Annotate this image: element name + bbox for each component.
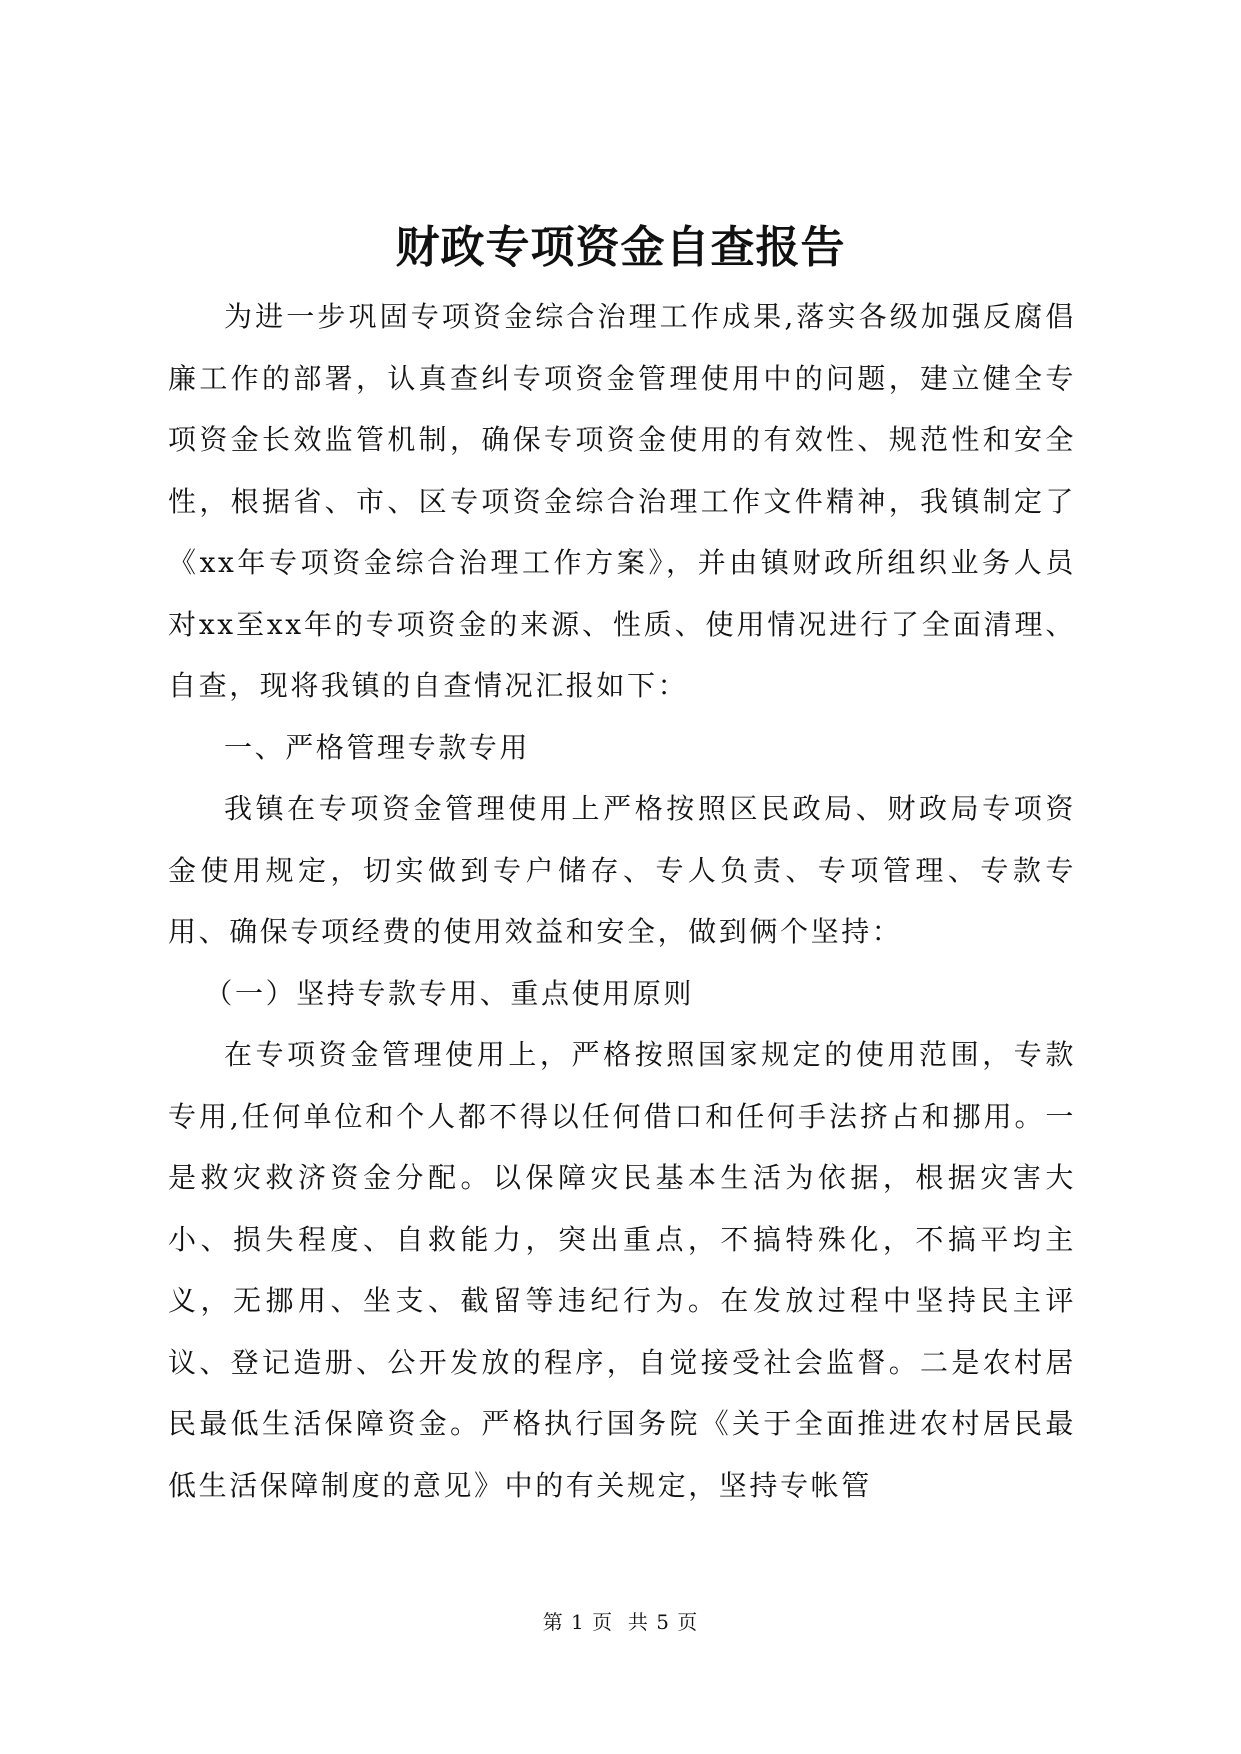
- paragraph-subsection-1: 在专项资金管理使用上，严格按照国家规定的使用范围，专款专用,任何单位和个人都不得以任何借口和任何手法挤占和挪用。一是救灾救济资金分配。以保障灾民基本生活为依据，根据灾害大小、损失程度、自救能力，突出重点，不搞特殊化，不搞平均主义，无挪用、坐支、截留等违纪行为。在发放过程中坚持民主评议、登记造册、公开发放的程序，自觉接受社会监督。二是农村居民最低生活保障资金。严格执行国务院《关于全面推进农村居民最低生活保障制度的意见》中的有关规定，坚持专帐管: [168, 1038, 1076, 1502]
- section-heading-1: 一、严格管理专款专用: [224, 730, 531, 764]
- page-number-footer: 第 1 页 共 5 页: [542, 1610, 699, 1634]
- document-title: 财政专项资金自查报告: [395, 222, 846, 273]
- document-body: [168, 286, 1076, 1516]
- paragraph-section-1: 我镇在专项资金管理使用上严格按照区民政局、财政局专项资金使用规定，切实做到专户储存、专人负责、专项管理、专款专用、确保专项经费的使用效益和安全，做到俩个坚持：: [168, 792, 1076, 948]
- paragraph-intro: 为进一步巩固专项资金综合治理工作成果,落实各级加强反腐倡廉工作的部署，认真查纠专项资金管理使用中的问题，建立健全专项资金长效监管机制，确保专项资金使用的有效性、规范性和安全性，根据省、市、区专项资金综合治理工作文件精神，我镇制定了《xx年专项资金综合治理工作方案》，并由镇财政所组织业务人员对xx至xx年的专项资金的来源、性质、使用情况进行了全面清理、自查，现将我镇的自查情况汇报如下：: [168, 300, 1076, 702]
- subsection-heading-1: （一）坚持专款专用、重点使用原则: [204, 976, 694, 1010]
